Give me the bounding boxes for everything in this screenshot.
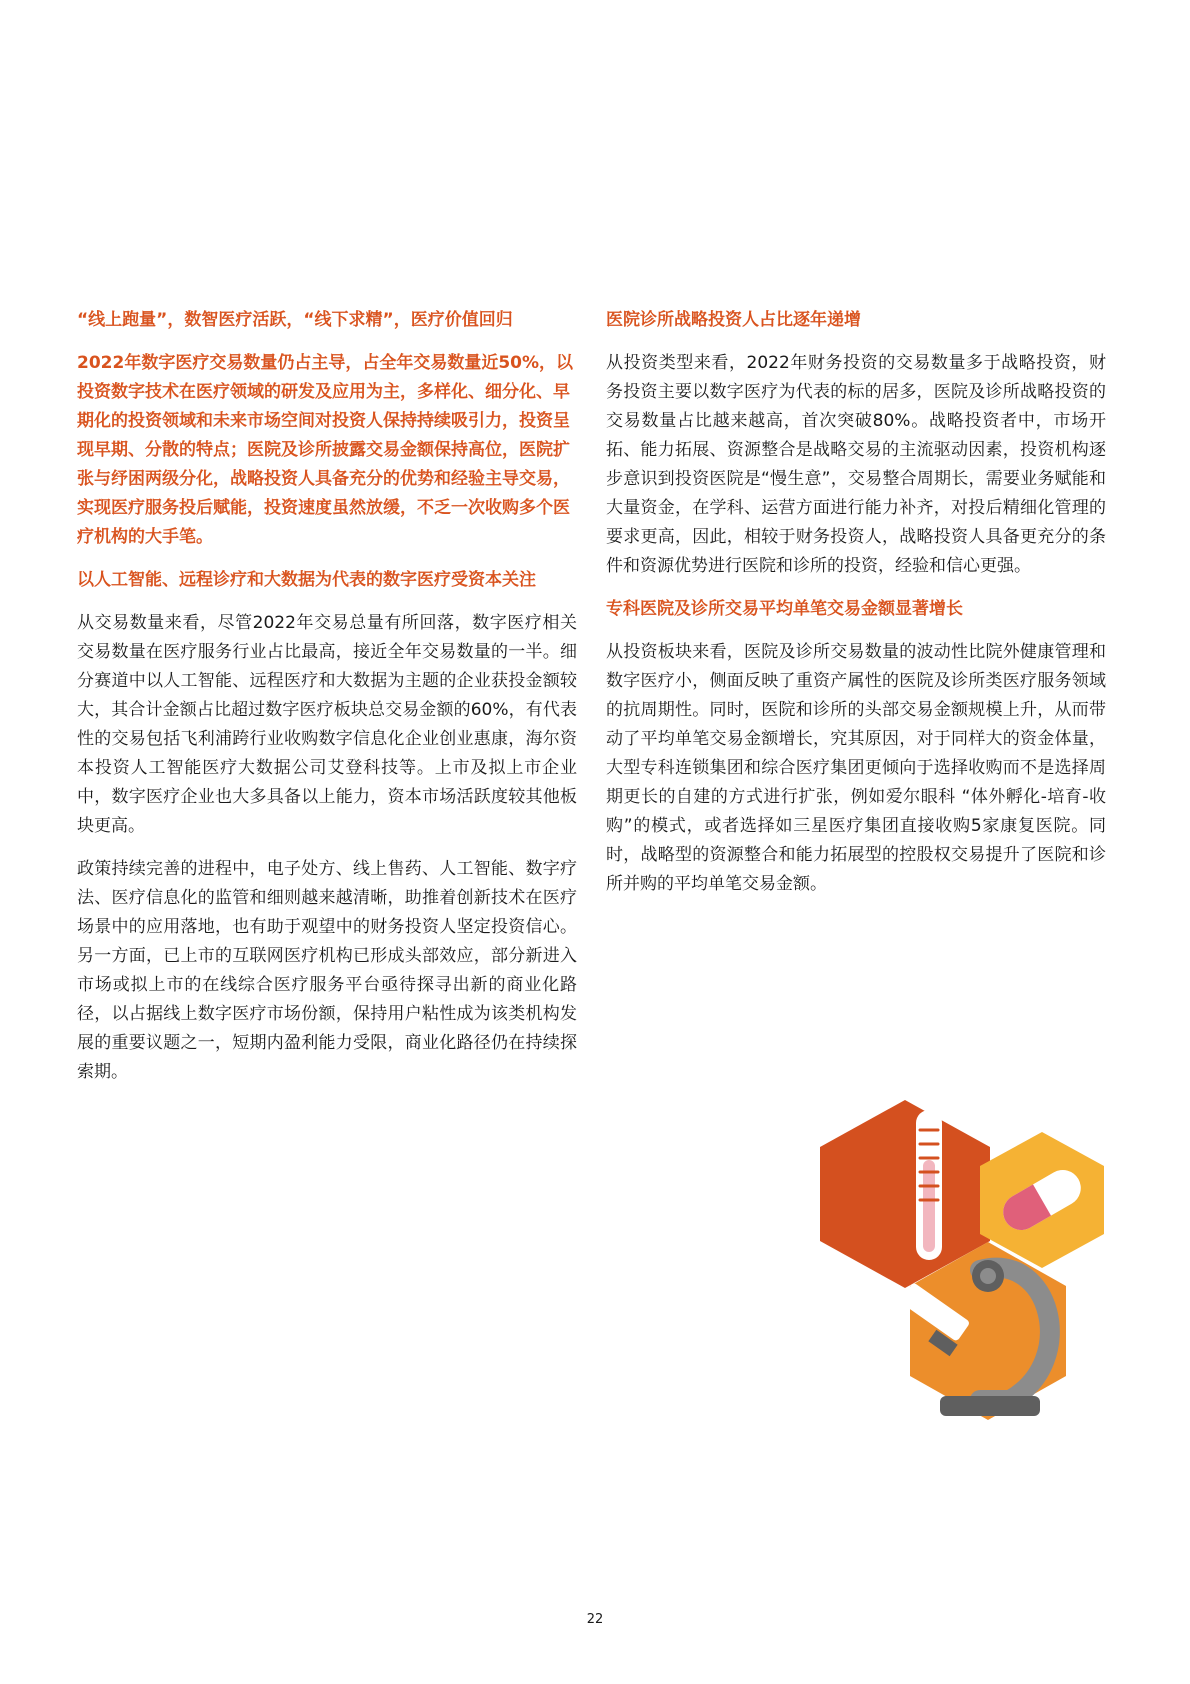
highlight-summary: 2022年数字医疗交易数量仍占主导，占全年交易数量近50%，以投资数字技术在医疗领域的研发及应用为主，多样化、细分化、早期化的投资领域和未来市场空间对投资人保持持续吸引力，投资呈现早期、分散的特点；医院及诊所披露交易金额保持高位，医院扩张与纾困两级分化，战略投资人具备充分的优势和经验主导交易，实现医疗服务投后赋能，投资速度虽然放缓，不乏一次收购多个医疗机构的大手笔。 [77, 353, 574, 547]
body-paragraph: 政策持续完善的进程中，电子处方、线上售药、人工智能、数字疗法、医疗信息化的监管和细则越来越清晰，助推着创新技术在医疗场景中的应用落地，也有助于观望中的财务投资人坚定投资信心。另一方面，已上市的互联网医疗机构已形成头部效应，部分新进入市场或拟上市的在线综合医疗服务平台亟待探寻出新的商业化路径，以占据线上数字医疗市场份额，保持用户粘性成为该类机构发展的重要议题之一，短期内盈利能力受限，商业化路径仍在持续探索期。 [77, 859, 577, 1082]
body-paragraph: 从交易数量来看，尽管2022年交易总量有所回落，数字医疗相关交易数量在医疗服务行业占比最高，接近全年交易数量的一半。细分赛道中以人工智能、远程医疗和大数据为主题的企业获投金额较大，其合计金额占比超过数字医疗板块总交易金额的60%，有代表性的交易包括飞利浦跨行业收购数字信息化企业创业惠康，海尔资本投资人工智能医疗大数据公司艾登科技等。上市及拟上市企业中，数字医疗企业也大多具备以上能力，资本市场活跃度较其他板块更高。 [77, 613, 577, 836]
page-number: 22 [586, 1612, 604, 1627]
medical-hexagon-illustration [820, 1100, 1120, 1464]
section-heading: 医院诊所战略投资人占比逐年递增 [606, 310, 861, 330]
thermometer-icon [916, 1110, 942, 1260]
body-paragraph: 从投资类型来看，2022年财务投资的交易数量多于战略投资，财务投资主要以数字医疗为代表的标的居多，医院及诊所战略投资的交易数量占比越来越高，首次突破80%。战略投资者中，市场开拓、能力拓展、资源整合是战略交易的主流驱动因素，投资机构逐步意识到投资医院是“慢生意”，交易整合周期长，需要业务赋能和大量资金，在学科、运营方面进行能力补齐，对投后精细化管理的要求更高，因此，相较于财务投资人，战略投资人具备更充分的条件和资源优势进行医院和诊所的投资，经验和信心更强。 [606, 353, 1106, 576]
body-paragraph: 从投资板块来看，医院及诊所交易数量的波动性比院外健康管理和数字医疗小，侧面反映了重资产属性的医院及诊所类医疗服务领域的抗周期性。同时，医院和诊所的头部交易金额规模上升，从而带动了平均单笔交易金额增长，究其原因，对于同样大的资金体量，大型专科连锁集团和综合医疗集团更倾向于选择收购而不是选择周期更长的自建的方式进行扩张，例如爱尔眼科 “体外孵化-培育-收购”的模式，或者选择如三星医疗集团直接收购5家康复医院。同时，战略型的资源整合和能力拓展型的控股权交易提升了医院和诊所并购的平均单笔交易金额。 [606, 642, 1106, 894]
right-column [606, 306, 1106, 913]
section-heading: “线上跑量”，数智医疗活跃，“线下求精”，医疗价值回归 [77, 310, 513, 330]
section-heading: 专科医院及诊所交易平均单笔交易金额显著增长 [606, 599, 963, 619]
section-heading: 以人工智能、远程诊疗和大数据为代表的数字医疗受资本关注 [77, 570, 536, 590]
left-column [77, 306, 577, 1101]
